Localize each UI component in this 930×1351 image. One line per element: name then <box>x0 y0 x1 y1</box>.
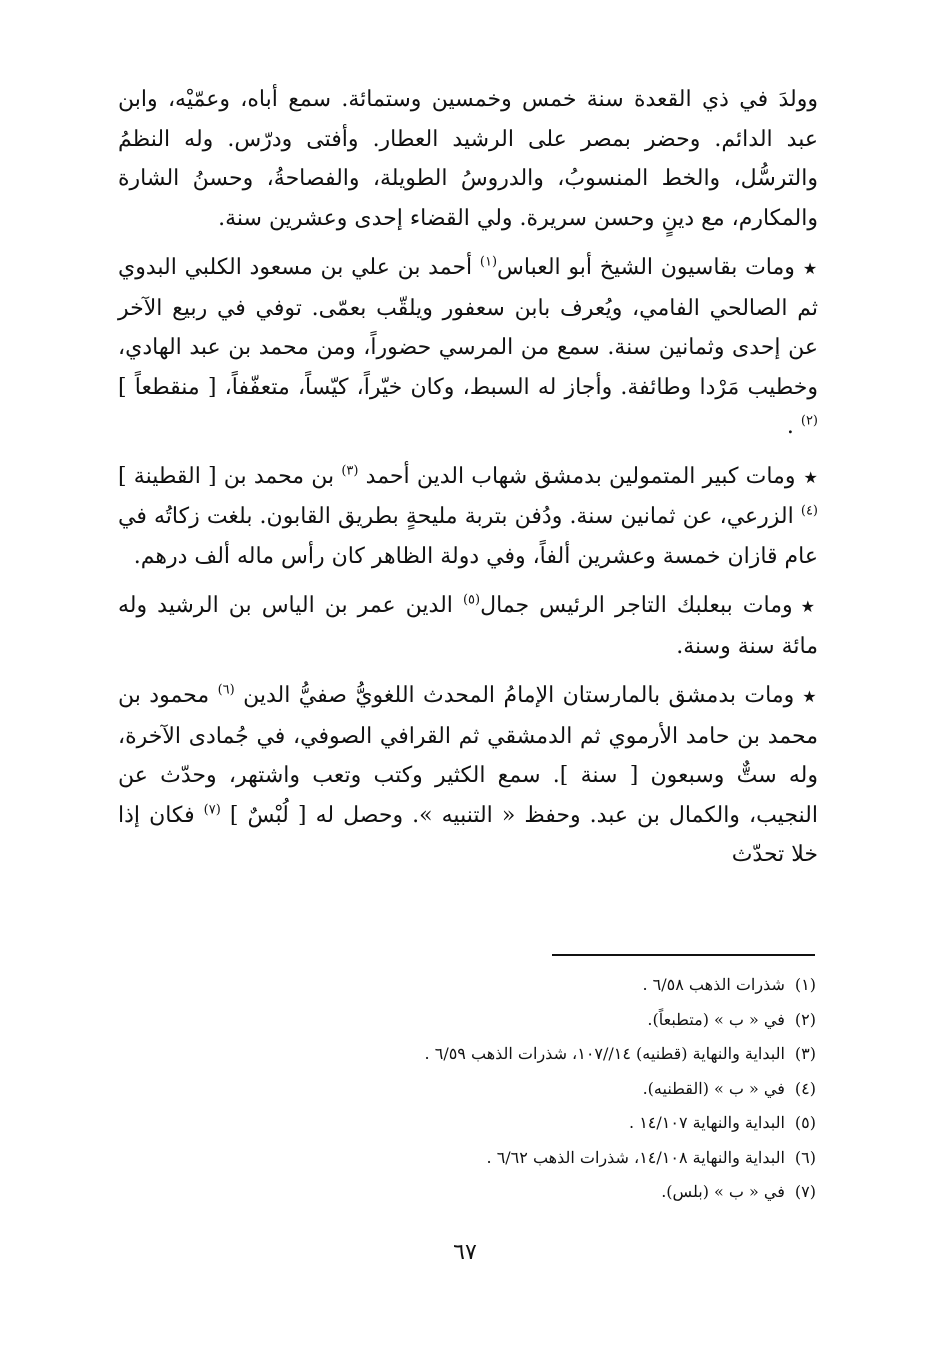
paragraph-text: محمود بن محمد بن حامد الأرموي ثم الدمشقي ثم القرافي الصوفي، في جُمادى الآخرة، وله ستٌّ وسبعون [ سنة ]. سمع الكثير وكتب وتعب واشتهر، وحدّث عن النجيب، والكمال بن عبد. وحفظ « التنبيه ». وحصل له [ لُبْسٌ ] <box>118 683 818 828</box>
paragraph-text: فكان إذا خلا تحدّث <box>118 802 818 867</box>
footnote-text: شذرات الذهب ٦/٥٨ . <box>642 975 785 994</box>
main-text <box>118 80 818 875</box>
footnote <box>118 1072 816 1107</box>
star-icon: ★ <box>803 467 819 487</box>
footnote-ref: (٥) <box>462 592 481 608</box>
footnote <box>118 1037 816 1072</box>
paragraph-text: بن محمد بن [ القطينة ] <box>118 463 342 489</box>
footnote <box>118 1106 816 1141</box>
paragraph-text: ومات بدمشق بالمارستان الإمامُ المحدث اللغويُّ صفيُّ الدين <box>234 683 795 708</box>
paragraph <box>118 586 818 666</box>
paragraph-text: الدين عمر بن الياس بن الرشيد وله مائة سنة وسنة. <box>118 593 818 659</box>
footnote-divider <box>552 954 815 956</box>
paragraph <box>118 80 818 238</box>
star-icon: ★ <box>802 687 818 706</box>
paragraph-text: أحمد بن علي بن مسعود الكلبي البدوي ثم الصالحي الفامي، ويُعرف بابن سعفور ويلقّب بعمّى. توفي في ربيع الآخر عن إحدى وثمانين سنة. سمع من المرسي حضوراً، ومن محمد بن عبد الهادي، وخطيب مَرْدا وطائفة. وأجاز له السبط، وكان خيّراً، كيّساً، متعفّفاً، [ منقطعاً ] <box>118 255 818 400</box>
footnote-text: البداية والنهاية ١٤/١٠٨، شذرات الذهب ٦/٦٢ . <box>486 1147 785 1167</box>
footnote-ref: (٣) <box>341 463 359 479</box>
page-number: ٦٧ <box>453 1240 477 1265</box>
paragraph-text: ومات كبير المتمولين بدمشق شهاب الدين أحمد <box>358 463 796 489</box>
footnote-text: في « ب » (بلس). <box>661 1182 785 1201</box>
paragraph-text: ومات ببعلبك التاجر الرئيس جمال <box>480 593 793 618</box>
star-icon: ★ <box>800 597 819 616</box>
paragraph-text: ومات بقاسيون الشيخ أبو العباس <box>497 255 795 280</box>
footnotes <box>118 968 816 1210</box>
paragraph <box>118 248 818 447</box>
footnote-ref: (٤) <box>800 503 818 519</box>
paragraph <box>118 676 818 875</box>
footnote-ref: (١) <box>479 254 498 270</box>
footnote-number: (٧) <box>794 1182 816 1201</box>
footnote <box>118 1141 816 1176</box>
footnote-ref: (٢) <box>800 413 818 429</box>
footnote-text: البداية والنهاية (قطنيه) ١٤//١٠٧، شذرات الذهب ٦/٥٩ . <box>424 1044 785 1063</box>
footnote <box>118 1175 816 1210</box>
footnote-number: (٢) <box>794 1009 816 1029</box>
footnote-ref: (٧) <box>203 802 221 818</box>
paragraph <box>118 457 818 577</box>
paragraph-text: وولدَ في ذي القعدة سنة خمس وخمسين وستمائة. سمع أباه، وعمّيْه، وابن عبد الدائم. وحضر بمصر على الرشيد العطار. وأفتى ودرّس. وله النظمُ والترسُّل، والخط المنسوبُ، والدروسُ الطويلة، والفصاحةُ، وحسنُ الشارة والمكارم، مع دينٍ وحسن سريرة. ولي القضاء إحدى وعشرين سنة. <box>118 87 818 231</box>
footnote <box>118 968 816 1003</box>
footnote-number: (٤) <box>794 1078 816 1098</box>
footnote <box>118 1003 816 1038</box>
star-icon: ★ <box>802 259 818 278</box>
footnote-text: البداية والنهاية ١٤/١٠٧ . <box>629 1113 785 1132</box>
footnote-number: (٦) <box>794 1147 816 1167</box>
paragraph-text: . <box>786 414 801 439</box>
paragraph-text: الزرعي، عن ثمانين سنة. ودُفن بتربة مليحةٍ بطريق القابون. بلغت زكاتُه في عام قازان خمسة وعشرين ألفاً، وفي دولة الظاهر كان رأس ماله ألف درهم. <box>118 504 818 569</box>
footnote-ref: (٦) <box>217 682 235 698</box>
footnote-number: (٥) <box>794 1113 816 1132</box>
footnote-number: (٣) <box>794 1044 816 1063</box>
footnote-number: (١) <box>794 975 816 994</box>
footnote-text: في « ب » (القطنيه). <box>642 1078 785 1098</box>
footnote-text: في « ب » (متطبعاً). <box>647 1009 785 1029</box>
